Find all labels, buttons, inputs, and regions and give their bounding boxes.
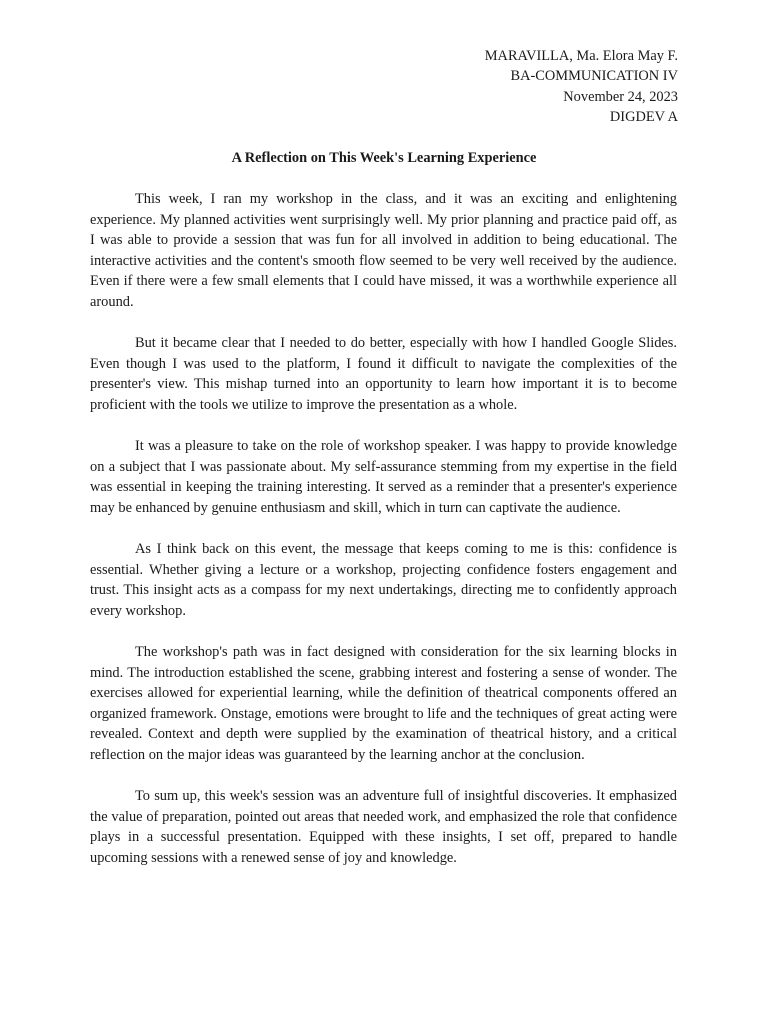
paragraph-4: As I think back on this event, the message that keeps coming to me is this: confidence is essential. Whether giving a lecture or a workshop, projecting confidence fosters engagement and trust. This insight acts as a compass for my next undertakings, directing me to confidently approach every workshop. — [90, 541, 677, 619]
program-label: BA-COMMUNICATION IV — [510, 68, 678, 85]
course-code: DIGDEV A — [609, 109, 678, 126]
paragraph-5: The workshop's path was in fact designed with consideration for the six learning blocks in mind. The introduction established the scene, grabbing interest and fostering a sense of wonder. The exercises allowed for experiential learning, while the definition of theatrical components offered an organized framework. Onstage, emotions were brought to life and the techniques of great acting were revealed. Context and depth were supplied by the examination of theatrical history, and a critical reflection on the major ideas was guaranteed by the learning anchor at the conclusion. — [90, 644, 677, 764]
document-body — [90, 189, 677, 889]
paragraph-3: It was a pleasure to take on the role of workshop speaker. I was happy to provide knowledge on a subject that I was passionate about. My self-assurance stemming from my expertise in the field was essential in keeping the training interesting. It served as a reminder that a presenter's experience may be enhanced by genuine enthusiasm and skill, which in turn can captivate the audience. — [90, 438, 677, 516]
paragraph-6: To sum up, this week's session was an adventure full of insightful discoveries. It emphasized the value of preparation, pointed out areas that needed work, and emphasized the role that confidence plays in a successful presentation. Equipped with these insights, I set off, prepared to handle upcoming sessions with a renewed sense of joy and knowledge. — [90, 788, 677, 866]
header-block — [485, 46, 678, 128]
paragraph-1: This week, I ran my workshop in the class, and it was an exciting and enlightening experience. My planned activities went surprisingly well. My prior planning and practice paid off, as I was able to provide a session that was fun for all involved in addition to being educational. The interactive activities and the content's smooth flow seemed to be very well received by the audience. Even if there were a few small elements that I could have missed, it was a worthwhile experience all around. — [90, 191, 677, 310]
document-date: November 24, 2023 — [563, 88, 678, 105]
author-name: MARAVILLA, Ma. Elora May F. — [484, 48, 678, 64]
document-title: A Reflection on This Week's Learning Experience — [231, 150, 537, 166]
paragraph-2: But it became clear that I needed to do better, especially with how I handled Google Slides. Even though I was used to the platform, I found it difficult to navigate the complexities of the presenter's view. This mishap turned into an opportunity to learn how important it is to become proficient with the tools we utilize to improve the presentation as a whole. — [90, 335, 677, 413]
